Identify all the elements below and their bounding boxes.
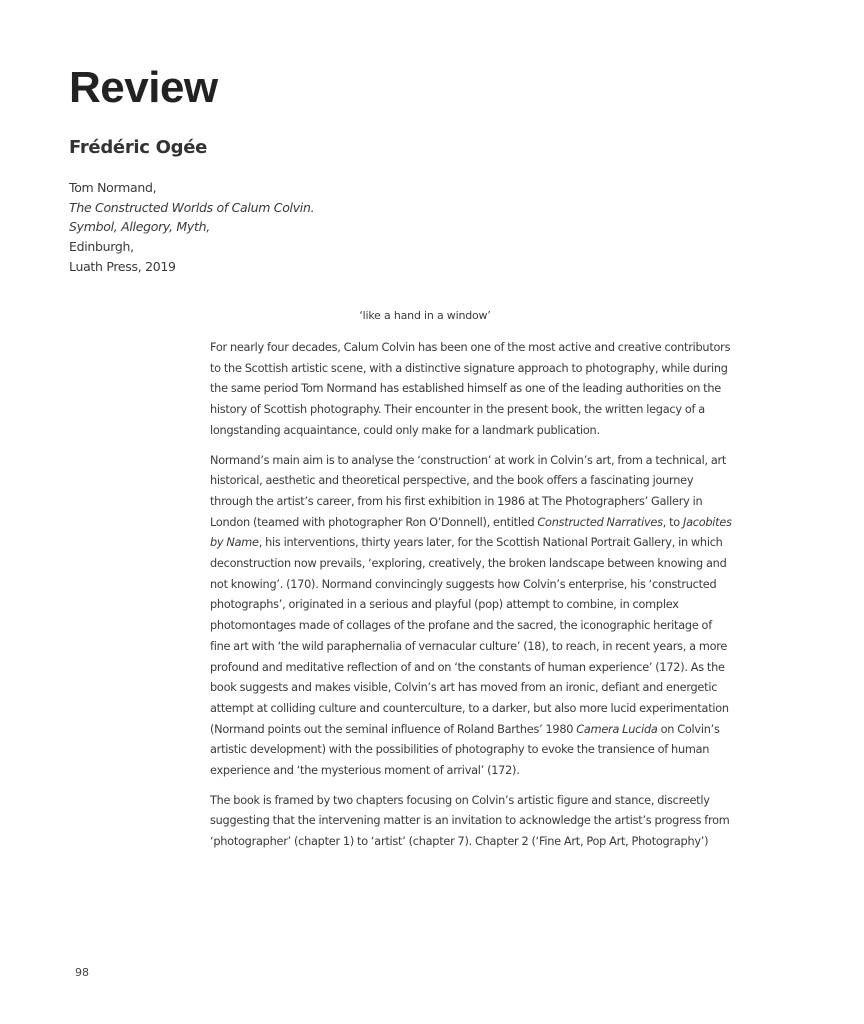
citation-book-subtitle: Symbol, Allegory, Myth, (69, 219, 210, 235)
paragraph-2-text-a: Normand’s main aim is to analyse the ‘construction’ at work in Colvin’s art, from a technical, art historical, aesthetic and theoretical perspective, and the book offers a fascinating journey through the artist’s career, from his first exhibition in 1986 at The Photographers’ Gallery in London (teamed with photographer Ron O’Donnell), entitled (210, 453, 727, 529)
epigraph: ‘like a hand in a window’ (359, 309, 491, 322)
paragraph-2-text-b: , to (662, 515, 683, 529)
paragraph-1: For nearly four decades, Calum Colvin has been one of the most active and creative contributors to the Scottish artistic scene, with a distinctive signature approach to photography, while during the same period Tom Normand has established himself as one of the leading authorities on the history of Scottish photography. Their encounter in the present book, the written legacy of a longstanding acquaintance, could only make for a landmark publication. (210, 341, 731, 437)
paragraph-2-text-d: on Colvin’s artistic development) with the possibilities of photography to evoke the transience of human experience and ‘the mysterious moment of arrival’ (172). (210, 722, 720, 778)
citation-place: Edinburgh, (69, 239, 134, 255)
book-citation (69, 178, 314, 277)
review-author: Frédéric Ogée (69, 137, 208, 158)
review-body (210, 338, 735, 862)
citation-book-title: The Constructed Worlds of Calum Colvin. (69, 199, 315, 215)
title-jacobites-by-name: Jacobites by Name (210, 515, 732, 550)
citation-publisher-year: Luath Press, 2019 (69, 258, 176, 274)
page-number: 98 (75, 966, 89, 979)
title-constructed-narratives: Constructed Narratives (537, 515, 663, 529)
citation-book-author: Tom Normand, (69, 180, 157, 195)
paragraph-2 (210, 451, 735, 782)
paragraph-2-text-c: , his interventions, thirty years later, for the Scottish National Portrait Gallery, in which deconstruction now prevails, ‘exploring, creatively, the broken landscape between knowing and not knowing’. (170). Normand convincingly suggests how Colvin’s enterprise, his ‘constructed photographs’, originated in a serious and playful (pop) attempt to combine, in complex photomontages made of collages of the profane and the sacred, the iconographic heritage of fine art with ‘the wild paraphernalia of vernacular culture’ (18), to reach, in recent years, a more profound and meditative reflection of and on ‘the constants of human experience’ (172). As the book suggests and makes visible, Colvin’s art has moved from an ironic, defiant and energetic attempt at colliding culture and counterculture, to a darker, but also more lucid experimentation (Normand points out the seminal influence of Roland Barthes’ 1980 (210, 536, 729, 736)
page-title: Review (69, 63, 218, 112)
title-camera-lucida: Camera Lucida (576, 722, 658, 736)
paragraph-3: The book is framed by two chapters focusing on Colvin’s artistic figure and stance, discreetly suggesting that the intervening matter is an invitation to acknowledge the artist’s progress from ‘photographer’ (chapter 1) to ‘artist’ (chapter 7). Chapter 2 (‘Fine Art, Pop Art, Photography’) (210, 793, 730, 849)
